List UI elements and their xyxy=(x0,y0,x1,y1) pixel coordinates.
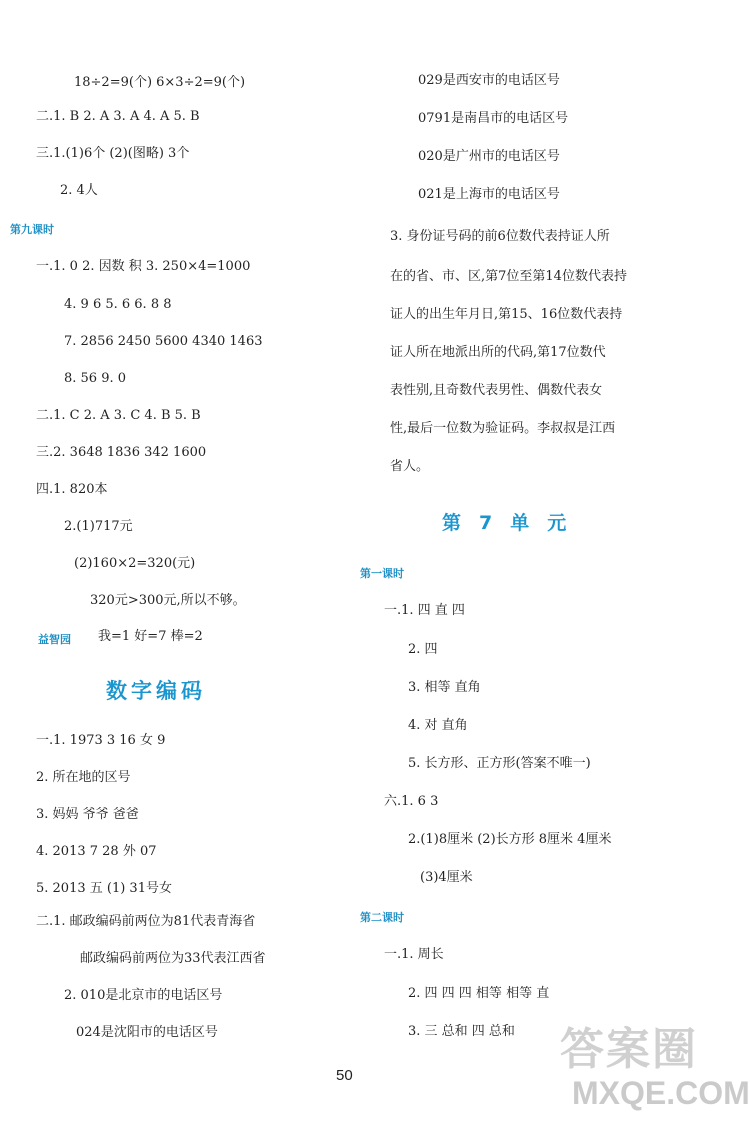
answer-line: 4. 2013 7 28 外 07 xyxy=(36,844,157,859)
answer-line: 8. 56 9. 0 xyxy=(64,371,127,386)
answer-line: 3. 三 总和 四 总和 xyxy=(408,1024,515,1039)
page-number: 50 xyxy=(336,1067,353,1084)
area-code-line: 0791是南昌市的电话区号 xyxy=(418,111,569,126)
answer-line: (2)160×2=320(元) xyxy=(74,556,196,571)
answer-line: 320元>300元,所以不够。 xyxy=(90,593,246,608)
area-code-line: 021是上海市的电话区号 xyxy=(418,187,560,202)
answer-line: 2.(1)717元 xyxy=(64,519,133,534)
paragraph-line: 3. 身份证号码的前6位数代表持证人所 xyxy=(390,229,610,244)
answer-line: 5. 长方形、正方形(答案不唯一) xyxy=(408,756,591,771)
puzzle-label: 益智园 xyxy=(38,633,71,646)
answer-line: 4. 对 直角 xyxy=(408,718,468,733)
answer-line: 2. 所在地的区号 xyxy=(36,770,131,785)
answer-line: 六.1. 6 3 xyxy=(384,794,439,809)
answer-line: 二.1. C 2. A 3. C 4. B 5. B xyxy=(36,408,201,423)
paragraph-line: 在的省、市、区,第7位至第14位数代表持 xyxy=(390,269,627,284)
section-title-unit-7: 第7单元 xyxy=(442,512,585,534)
area-code-line: 029是西安市的电话区号 xyxy=(418,73,560,88)
answer-line: 四.1. 820本 xyxy=(36,482,108,497)
answer-line: 3. 妈妈 爷爷 爸爸 xyxy=(36,807,139,822)
paragraph-line: 省人。 xyxy=(390,459,430,474)
answer-line: 024是沈阳市的电话区号 xyxy=(76,1025,218,1040)
answer-line: 二.1. B 2. A 3. A 4. A 5. B xyxy=(36,109,200,124)
answer-line: 18÷2=9(个) 6×3÷2=9(个) xyxy=(74,75,246,90)
answer-line: 2. 010是北京市的电话区号 xyxy=(64,988,223,1003)
answer-line: 一.1. 1973 3 16 女 9 xyxy=(36,733,166,748)
lesson-heading-1: 第一课时 xyxy=(360,567,404,580)
answer-line: 一.1. 周长 xyxy=(384,947,444,962)
answer-line: 2.(1)8厘米 (2)长方形 8厘米 4厘米 xyxy=(408,832,612,847)
answer-line: 邮政编码前两位为33代表江西省 xyxy=(80,951,266,966)
lesson-heading-9: 第九课时 xyxy=(10,223,54,236)
watermark xyxy=(560,1005,750,1123)
paragraph-line: 证人的出生年月日,第15、16位数代表持 xyxy=(390,307,623,322)
paragraph-line: 证人所在地派出所的代码,第17位数代 xyxy=(390,345,606,360)
answer-line: 2. 4人 xyxy=(60,183,98,198)
answer-line: 一.1. 0 2. 因数 积 3. 250×4=1000 xyxy=(36,259,251,274)
answer-line: 5. 2013 五 (1) 31号女 xyxy=(36,881,172,896)
paragraph-line: 性,最后一位数为验证码。李叔叔是江西 xyxy=(390,421,616,436)
paragraph-line: 表性别,且奇数代表男性、偶数代表女 xyxy=(390,383,603,398)
answer-line: 2. 四 四 四 相等 相等 直 xyxy=(408,986,550,1001)
section-title-digital-code: 数字编码 xyxy=(106,679,206,703)
answer-line: 3. 相等 直角 xyxy=(408,680,481,695)
answer-line: 一.1. 四 直 四 xyxy=(384,603,465,618)
answer-line: 二.1. 邮政编码前两位为81代表青海省 xyxy=(36,914,256,929)
lesson-heading-2: 第二课时 xyxy=(360,911,404,924)
answer-line: 2. 四 xyxy=(408,642,438,657)
answer-line: 4. 9 6 5. 6 6. 8 8 xyxy=(64,297,172,312)
answer-line: 三.1.(1)6个 (2)(图略) 3个 xyxy=(36,146,190,161)
answer-line: (3)4厘米 xyxy=(420,870,473,885)
answer-line: 三.2. 3648 1836 342 1600 xyxy=(36,445,207,460)
area-code-line: 020是广州市的电话区号 xyxy=(418,149,560,164)
answer-line: 7. 2856 2450 5600 4340 1463 xyxy=(64,334,263,349)
puzzle-answer: 我=1 好=7 棒=2 xyxy=(98,629,203,644)
watermark-url: MXQE.COM xyxy=(572,1075,750,1111)
watermark-glyphs: 答案圈 xyxy=(560,1024,698,1075)
